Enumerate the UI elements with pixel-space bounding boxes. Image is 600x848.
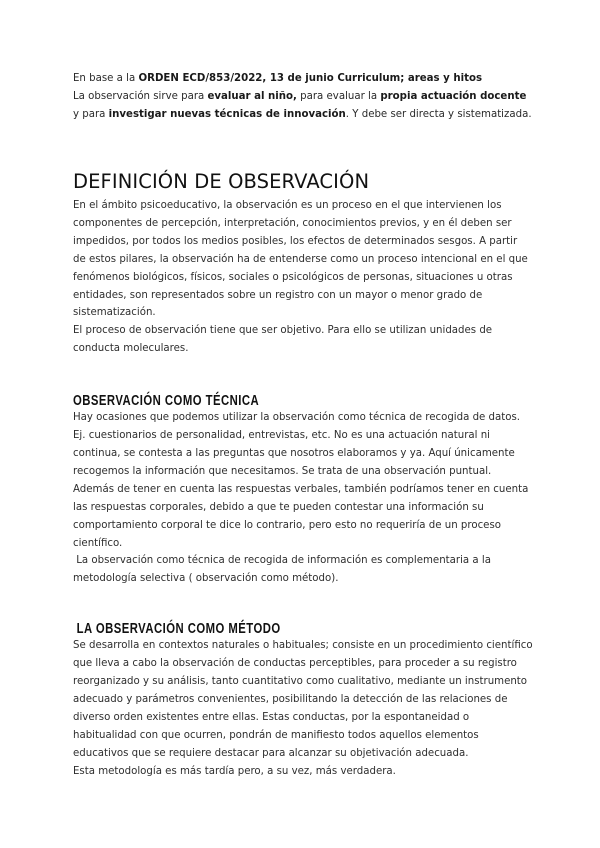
tecnica-paragraph-2: La observación como técnica de recogida de información es complementaria a la metodología selectiva ( observación como método). xyxy=(73,555,495,585)
tecnica-section xyxy=(73,393,533,588)
tecnica-paragraph-1: Hay ocasiones que podemos utilizar la observación como técnica de recogida de datos. Ej. cuestionarios de personalidad, entrevistas, etc. No es una actuación natural ni continua, se contesta a las preguntas que nosotros elaboramos y ya. Aquí únicamente recogemos la información que necesitamos. Se trata de una observación puntual. Además de tener en cuenta las respuestas verbales, también podríamos tener en cuenta las respuestas corporales, debido a que te pueden contestar una información su comportamiento corporal te dice lo contrario, pero esto no requeriría de un proceso científico. xyxy=(73,412,529,549)
intro-text: . Y debe ser directa y sistematizada. xyxy=(345,109,532,120)
tecnica-heading: OBSERVACIÓN COMO TÉCNICA xyxy=(73,393,260,410)
intro-bold-evaluar: evaluar al niño, xyxy=(207,91,297,102)
definicion-paragraph-2: El proceso de observación tiene que ser objetivo. Para ello se utilizan unidades de conducta moleculares. xyxy=(73,325,493,355)
definicion-paragraph-1: En el ámbito psicoeducativo, la observación es un proceso en el que intervienen los componentes de percepción, interpretación, conocimientos previos, y en él deben ser impedidos, por todos los medios posibles, los efectos de determinados sesgos. A partir de estos pilares, la observación ha de entenderse como un proceso intencional en el que fenómenos biológicos, físicos, sociales o psicológicos de personas, situaciones u otras entidades, son representados sobre un registro con un mayor o menor grado de sistematización. xyxy=(73,200,528,319)
definicion-heading: DEFINICIÓN DE OBSERVACIÓN xyxy=(73,170,370,193)
intro-bold-investigar: investigar nuevas técnicas de innovación xyxy=(108,109,346,120)
intro-text: En base a la xyxy=(73,73,139,84)
document-page xyxy=(73,70,533,780)
metodo-heading: LA OBSERVACIÓN COMO MÉTODO xyxy=(73,621,281,638)
intro-text: y para xyxy=(73,109,109,120)
intro-line-2 xyxy=(73,88,533,124)
intro-text: La observación sirve para xyxy=(73,91,208,102)
intro-bold-docente: propia actuación docente xyxy=(380,91,527,102)
intro-bold-reference: ORDEN ECD/853/2022, 13 de junio Curriculum; areas y hitos xyxy=(138,73,483,84)
intro-text: para evaluar la xyxy=(296,91,381,102)
intro-block xyxy=(73,70,533,124)
intro-line-1 xyxy=(73,70,533,88)
metodo-paragraph-1: Se desarrolla en contextos naturales o habituales; consiste en un procedimiento científico que lleva a cabo la observación de conductas perceptibles, para proceder a su registro reorganizado y su análisis, tanto cuantitativo como cualitativo, mediante un instrumento adecuado y parámetros convenientes, posibilitando la detección de las relaciones de diverso orden existentes entre ellas. Estas conductas, por la espontaneidad o habitualidad con que ocurren, pondrán de manifiesto todos aquellos elementos educativos que se requiere destacar para alcanzar su objetivación adecuada. xyxy=(73,640,533,759)
metodo-section xyxy=(73,621,533,780)
metodo-paragraph-2: Esta metodología es más tardía pero, a su vez, más verdadera. xyxy=(73,765,396,777)
